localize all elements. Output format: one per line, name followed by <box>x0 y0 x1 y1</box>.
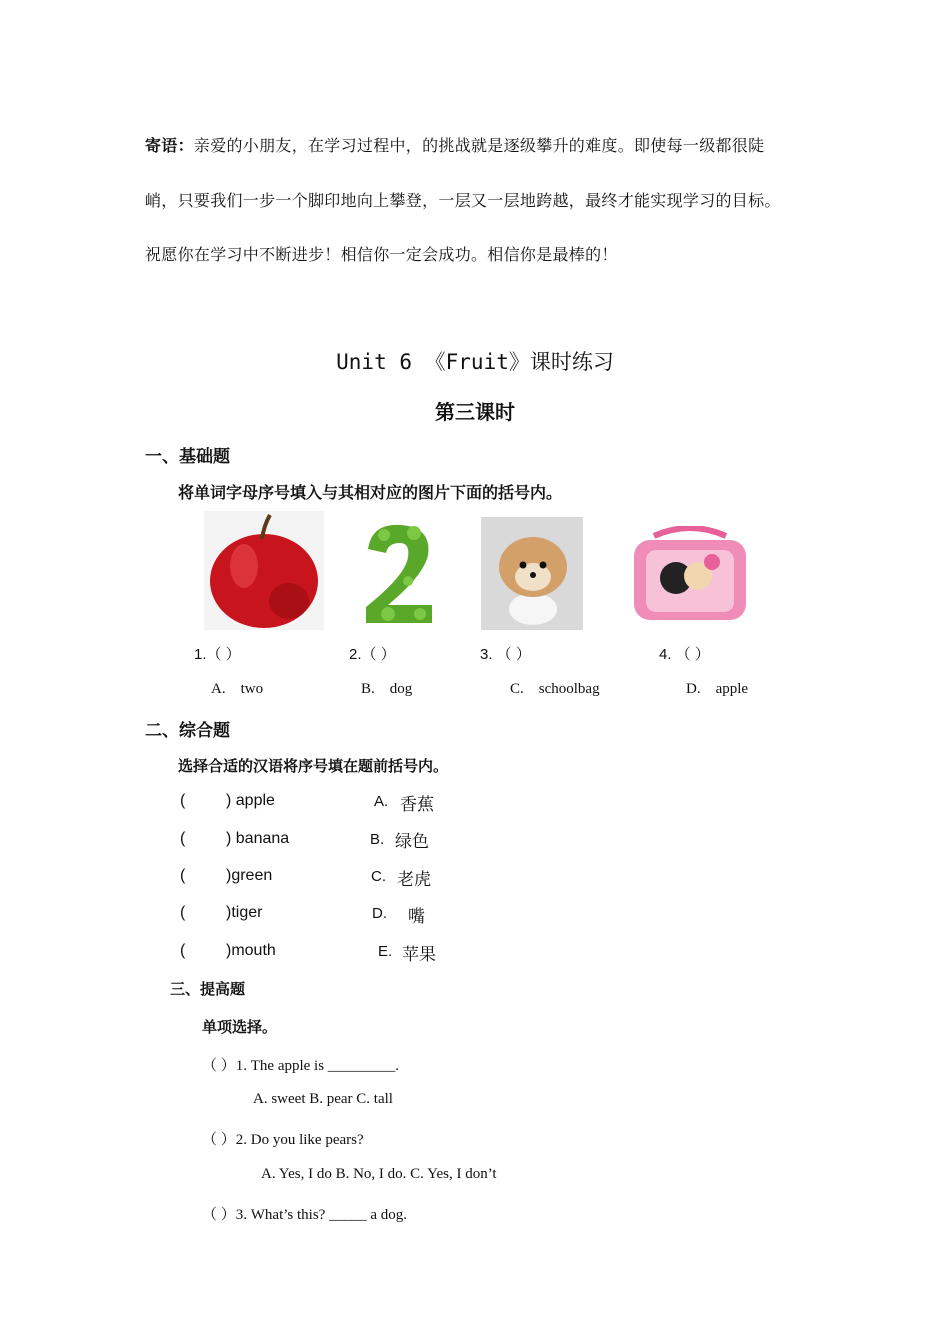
intro-label: 寄语： <box>145 136 194 155</box>
match-cn-5: 苹果 <box>402 945 436 965</box>
option-a: A. two <box>211 681 264 697</box>
match-cn-1: 香蕉 <box>400 795 434 815</box>
match-letter-5: E. <box>378 943 393 960</box>
picture-label-1: 1.（ ） <box>194 646 241 663</box>
page-title: Unit 6 《Fruit》课时练习 <box>336 350 614 374</box>
option-d: D. apple <box>686 681 749 697</box>
match-paren-5: ( <box>180 942 186 959</box>
option-b: B. dog <box>361 681 413 697</box>
match-letter-4: D. <box>372 905 387 922</box>
question-3: （ ）3. What’s this? _____ a dog. <box>202 1207 407 1223</box>
match-cn-3: 老虎 <box>397 870 431 890</box>
picture-label-2: 2.（ ） <box>349 646 396 663</box>
match-paren-3: ( <box>180 867 186 884</box>
picture-label-4: 4. （ ） <box>659 646 710 663</box>
intro-line-3: 祝愿你在学习中不断进步！相信你一定会成功。相信你是最棒的！ <box>145 245 618 264</box>
picture-label-3: 3. （ ） <box>480 646 531 663</box>
option-c: C. schoolbag <box>510 681 600 697</box>
intro-line-1 <box>145 133 764 156</box>
question-1-options: A. sweet B. pear C. tall <box>253 1091 393 1107</box>
match-word-4: )tiger <box>226 904 263 921</box>
match-letter-2: B. <box>370 831 385 848</box>
match-paren-1: ( <box>180 792 186 809</box>
schoolbag-picture <box>624 526 756 623</box>
match-word-3: )green <box>226 867 273 884</box>
section2-heading: 二、综合题 <box>145 721 230 741</box>
match-word-5: )mouth <box>226 942 276 959</box>
section1-instruction: 将单词字母序号填入与其相对应的图片下面的括号内。 <box>178 483 563 502</box>
section3-heading: 三、提高题 <box>170 980 246 998</box>
match-cn-2: 绿色 <box>395 832 429 852</box>
question-2: （ ）2. Do you like pears? <box>202 1132 364 1148</box>
section1-heading: 一、基础题 <box>145 447 230 467</box>
match-paren-2: ( <box>180 830 186 847</box>
number-two-picture <box>358 519 442 629</box>
section3-instruction: 单项选择。 <box>202 1018 278 1036</box>
intro-line-2: 峭，只要我们一步一个脚印地向上攀登，一层又一层地跨越，最终才能实现学习的目标。 <box>145 191 781 210</box>
match-word-2: ) banana <box>226 830 290 847</box>
section2-instruction: 选择合适的汉语将序号填在题前括号内。 <box>178 757 449 775</box>
match-word-1: ) apple <box>226 792 275 809</box>
match-letter-3: C. <box>371 868 386 885</box>
puppy-picture <box>481 517 583 630</box>
match-letter-1: A. <box>374 793 389 810</box>
match-cn-4: 嘴 <box>408 907 425 927</box>
question-1: （ ）1. The apple is _________. <box>202 1058 400 1074</box>
intro-text-1: 亲爱的小朋友，在学习过程中，的挑战就是逐级攀升的难度。即使每一级都很陡 <box>193 136 765 155</box>
page-subtitle: 第三课时 <box>435 400 515 424</box>
question-2-options: A. Yes, I do B. No, I do. C. Yes, I don’t <box>261 1166 497 1182</box>
match-paren-4: ( <box>180 904 186 921</box>
apple-picture <box>204 511 324 630</box>
